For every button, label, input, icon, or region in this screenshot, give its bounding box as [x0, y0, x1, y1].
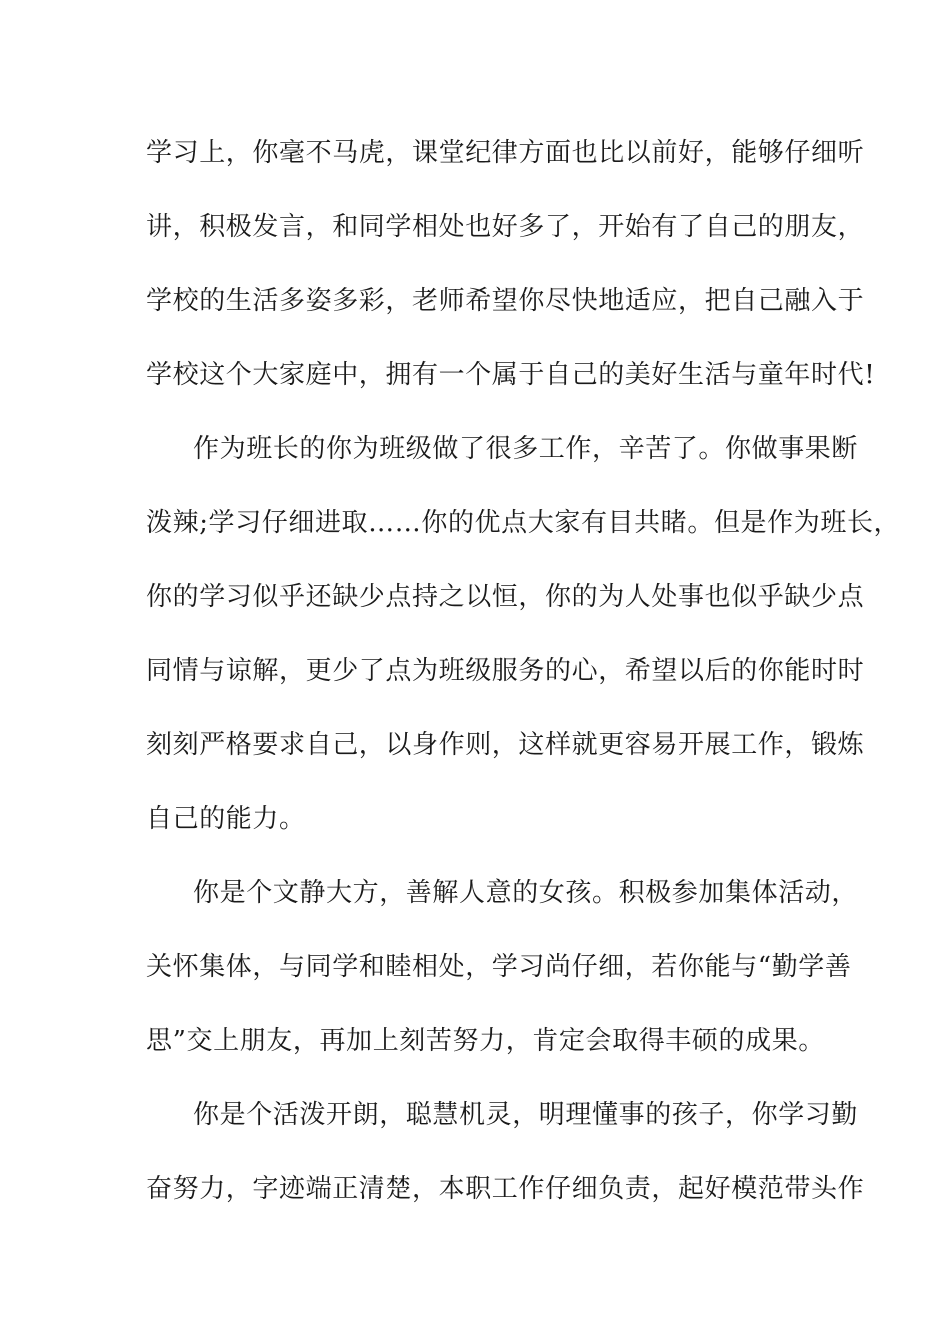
text-line: 学校的生活多姿多彩，老师希望你尽快地适应，把自己融入于	[146, 286, 865, 316]
text-line: 学校这个大家庭中，拥有一个属于自己的美好生活与童年时代!	[146, 360, 876, 390]
text-line: 奋努力，字迹端正清楚，本职工作仔细负责，起好模范带头作	[146, 1174, 865, 1204]
text-line: 自己的能力。	[146, 804, 306, 834]
text-line: 关怀集体，与同学和睦相处，学习尚仔细，若你能与“勤学善	[146, 952, 852, 982]
text-line: 同情与谅解，更少了点为班级服务的心，希望以后的你能时时	[146, 656, 865, 686]
text-line: 泼辣;学习仔细进取……你的优点大家有目共睹。但是作为班长，	[146, 508, 901, 538]
text-line: 思”交上朋友，再加上刻苦努力，肯定会取得丰硕的成果。	[146, 1026, 825, 1056]
text-line: 学习上，你毫不马虎，课堂纪律方面也比以前好，能够仔细听	[146, 138, 865, 168]
text-line: 讲，积极发言，和同学相处也好多了，开始有了自己的朋友，	[146, 212, 865, 242]
paragraph-first-line: 作为班长的你为班级做了很多工作，辛苦了。你做事果断	[193, 434, 859, 464]
paragraph-first-line: 你是个文静大方，善解人意的女孩。积极参加集体活动，	[193, 878, 859, 908]
text-line: 刻刻严格要求自己，以身作则，这样就更容易开展工作，锻炼	[146, 730, 865, 760]
paragraph-first-line: 你是个活泼开朗，聪慧机灵，明理懂事的孩子，你学习勤	[193, 1100, 859, 1130]
text-line: 你的学习似乎还缺少点持之以恒，你的为人处事也似乎缺少点	[146, 582, 865, 612]
